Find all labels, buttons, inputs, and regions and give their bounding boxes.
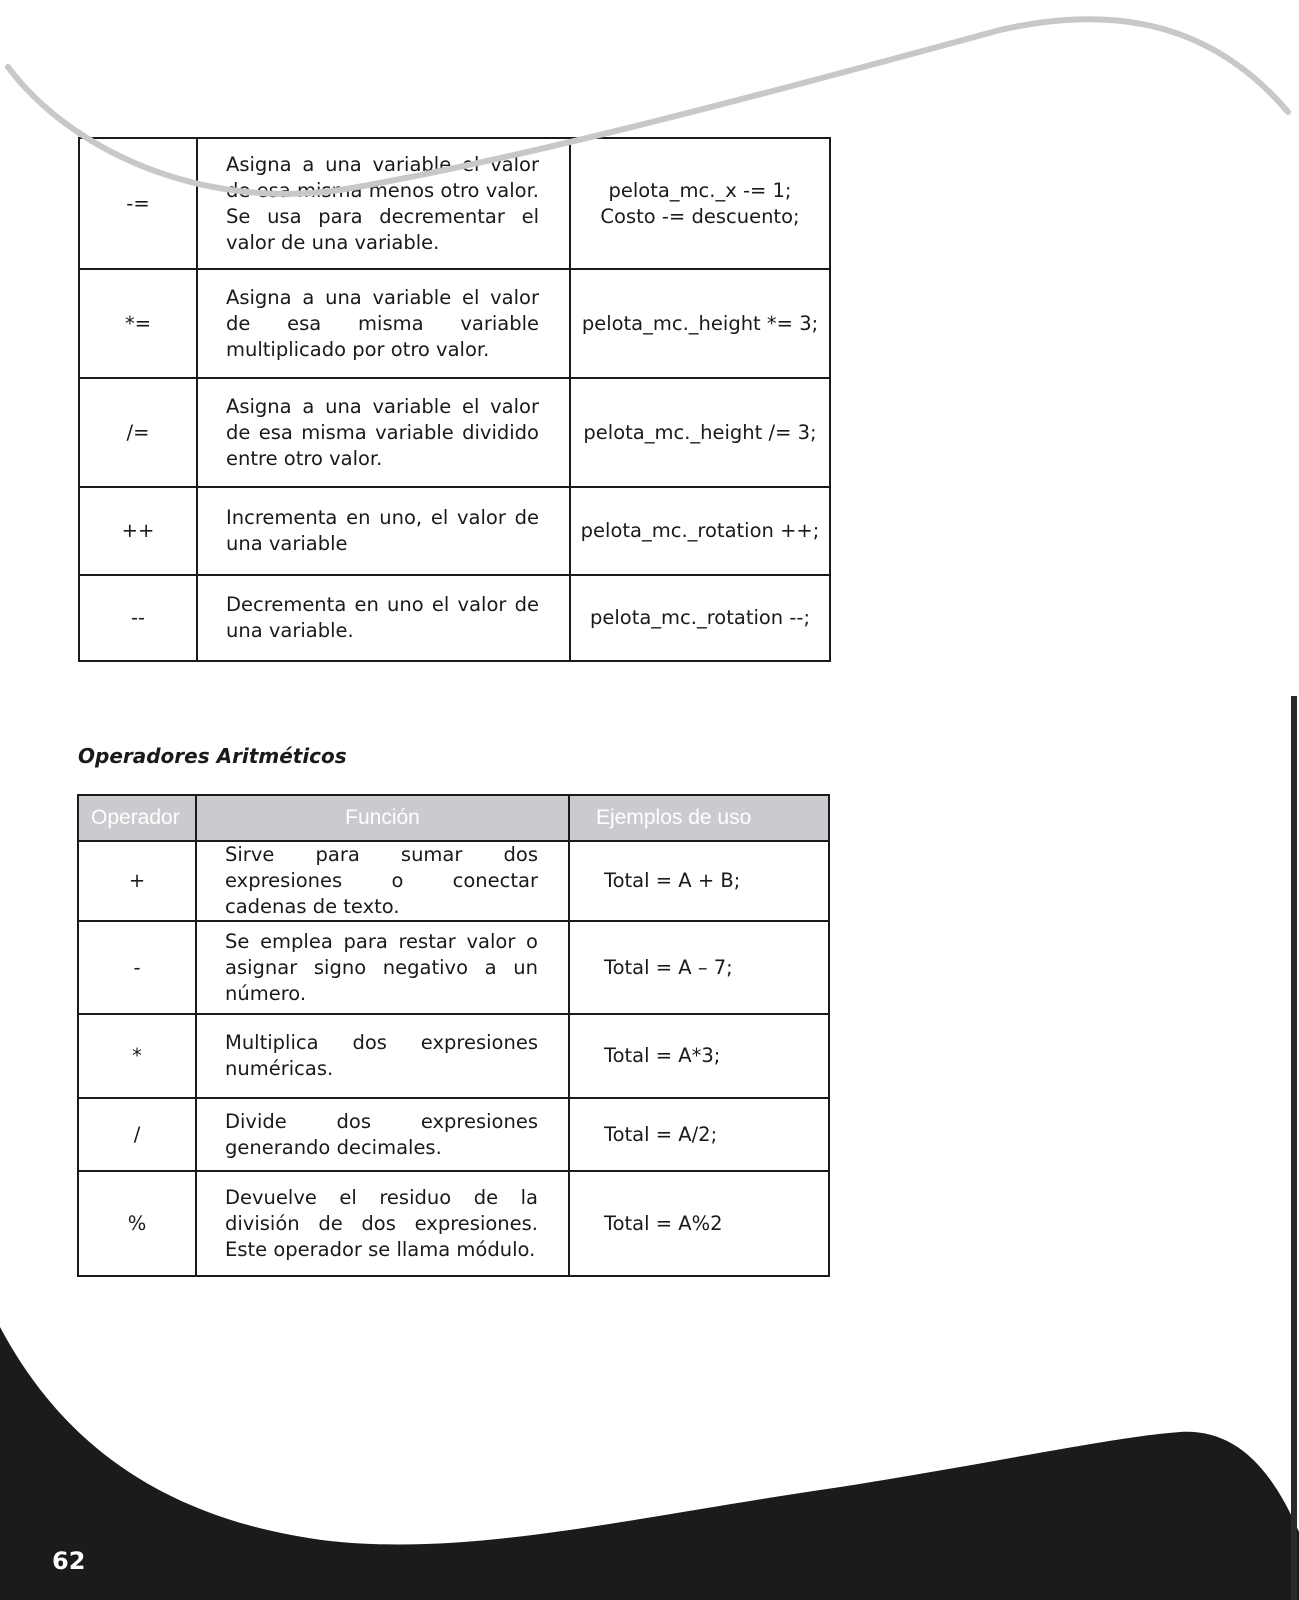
operator-cell: -= bbox=[79, 138, 197, 269]
example-cell: pelota_mc._rotation --; bbox=[570, 575, 830, 661]
description-cell: Asigna a una variable el valor de esa misma variable multiplicado por otro valor. bbox=[197, 269, 570, 378]
example-cell: pelota_mc._height *= 3; bbox=[570, 269, 830, 378]
operator-cell: / bbox=[78, 1098, 196, 1171]
operator-cell: + bbox=[78, 841, 196, 921]
description-cell: Divide dos expresiones generando decimales. bbox=[196, 1098, 569, 1171]
operator-cell: *= bbox=[79, 269, 197, 378]
table-header-row bbox=[78, 795, 829, 841]
description-cell: Multiplica dos expresiones numéricas. bbox=[196, 1014, 569, 1098]
table-row bbox=[79, 378, 830, 487]
table-row bbox=[79, 269, 830, 378]
section-title: Operadores Aritméticos bbox=[78, 744, 347, 768]
description-cell: Decrementa en uno el valor de una variable. bbox=[197, 575, 570, 661]
table-row bbox=[78, 921, 829, 1014]
operator-cell: -- bbox=[79, 575, 197, 661]
table-row bbox=[79, 487, 830, 575]
assignment-operators-table bbox=[78, 137, 831, 662]
arithmetic-operators-table bbox=[77, 794, 830, 1277]
page-number: 62 bbox=[52, 1547, 86, 1575]
column-header-operator: Operador bbox=[78, 795, 196, 841]
example-cell bbox=[570, 138, 830, 269]
example-cell: Total = A – 7; bbox=[569, 921, 829, 1014]
example-cell: Total = A*3; bbox=[569, 1014, 829, 1098]
table-row bbox=[79, 575, 830, 661]
table-row bbox=[79, 138, 830, 269]
description-cell: Asigna a una variable el valor de esa misma variable dividido entre otro valor. bbox=[197, 378, 570, 487]
column-header-examples: Ejemplos de uso bbox=[569, 795, 829, 841]
right-edge-bar bbox=[1291, 696, 1297, 1600]
table-row bbox=[78, 1171, 829, 1276]
operator-cell: % bbox=[78, 1171, 196, 1276]
bottom-left-wave bbox=[0, 1327, 1299, 1600]
column-header-function: Función bbox=[196, 795, 569, 841]
example-cell: pelota_mc._rotation ++; bbox=[570, 487, 830, 575]
example-cell: pelota_mc._height /= 3; bbox=[570, 378, 830, 487]
description-cell: Asigna a una variable el valor de esa misma menos otro valor. Se usa para decrementar el valor de una variable. bbox=[197, 138, 570, 269]
operator-cell: - bbox=[78, 921, 196, 1014]
description-cell: Se emplea para restar valor o asignar signo negativo a un número. bbox=[196, 921, 569, 1014]
example-cell: Total = A%2 bbox=[569, 1171, 829, 1276]
operator-cell: ++ bbox=[79, 487, 197, 575]
table-row bbox=[78, 841, 829, 921]
example-cell: Total = A/2; bbox=[569, 1098, 829, 1171]
table-row bbox=[78, 1098, 829, 1171]
operator-cell: /= bbox=[79, 378, 197, 487]
example-line: Costo -= descuento; bbox=[600, 204, 800, 228]
description-cell: Sirve para sumar dos expresiones o conectar cadenas de texto. bbox=[196, 841, 569, 921]
example-cell: Total = A + B; bbox=[569, 841, 829, 921]
description-cell: Devuelve el residuo de la división de dos expresiones. Este operador se llama módulo. bbox=[196, 1171, 569, 1276]
table-row bbox=[78, 1014, 829, 1098]
operator-cell: * bbox=[78, 1014, 196, 1098]
example-line: pelota_mc._x -= 1; bbox=[608, 178, 792, 202]
description-cell: Incrementa en uno, el valor de una variable bbox=[197, 487, 570, 575]
